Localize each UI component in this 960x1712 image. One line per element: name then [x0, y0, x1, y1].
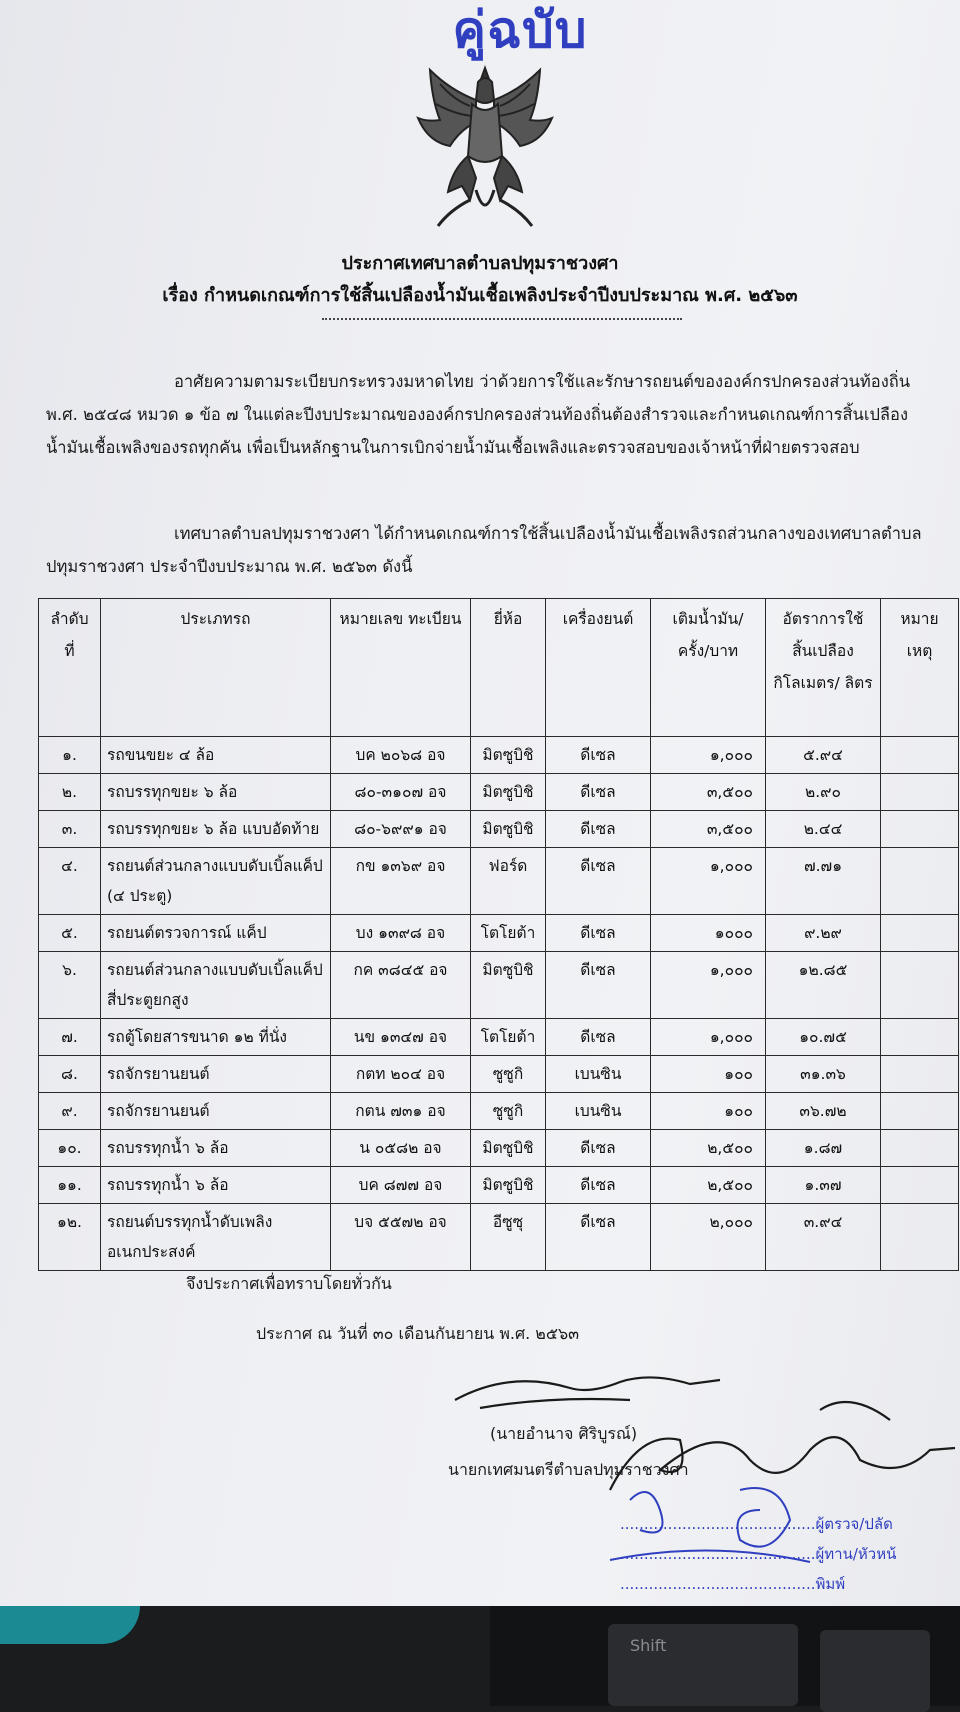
copy-stamp: คู่ฉบับ — [452, 1, 588, 59]
cell-rate: ๓๑.๓๖ — [766, 1056, 881, 1093]
cell-fill: ๑,๐๐๐ — [651, 1019, 766, 1056]
cell-fill: ๑,๐๐๐ — [651, 952, 766, 1019]
cell-type: รถบรรทุกขยะ ๖ ล้อ — [101, 774, 331, 811]
cell-fill: ๓,๕๐๐ — [651, 774, 766, 811]
paragraph-1 — [46, 365, 936, 464]
cell-brand: โตโยต้า — [471, 1019, 546, 1056]
cell-engine: ดีเซล — [546, 952, 651, 1019]
cell-fill: ๒,๕๐๐ — [651, 1130, 766, 1167]
fuel-table — [38, 598, 959, 1271]
cell-no: ๓. — [39, 811, 101, 848]
paragraph-1-text: อาศัยความตามระเบียบกระทรวงมหาดไทย ว่าด้วยการใช้และรักษารถยนต์ขององค์กรปกครองส่วนท้องถิ่น พ.ศ. ๒๕๔๘ หมวด ๑ ข้อ ๗ ในแต่ละปีงบประมาณขององค์กรปกครองส่วนท้องถิ่นต้องสำรวจและกำหนดเกณฑ์การสิ้นเปลืองน้ำมันเชื้อเพลิงของรถทุกคัน เพื่อเป็นหลักฐานในการเบิกจ่ายน้ำมันเชื้อเพลิงและตรวจสอบของเจ้าหน้าที่ฝ่ายตรวจสอบ — [46, 372, 911, 457]
cell-plate: บค ๒๐๖๘ อจ — [331, 737, 471, 774]
cell-plate: นข ๑๓๔๗ อจ — [331, 1019, 471, 1056]
cell-engine: เบนซิน — [546, 1056, 651, 1093]
desk-object — [0, 1606, 140, 1644]
cell-no: ๙. — [39, 1093, 101, 1130]
cell-no: ๘. — [39, 1056, 101, 1093]
cell-rate: ๗.๗๑ — [766, 848, 881, 915]
cell-note — [881, 737, 959, 774]
cell-fill: ๒,๐๐๐ — [651, 1204, 766, 1271]
cell-plate: ๘๐-๓๑๐๗ อจ — [331, 774, 471, 811]
signer-title: นายกเทศมนตรีตำบลปทุมราชวงศา — [448, 1460, 689, 1479]
garuda-emblem-icon — [410, 60, 560, 230]
cell-note — [881, 1204, 959, 1271]
cell-rate: ๑.๓๗ — [766, 1167, 881, 1204]
cell-fill: ๒,๕๐๐ — [651, 1167, 766, 1204]
cell-no: ๔. — [39, 848, 101, 915]
cell-engine: ดีเซล — [546, 737, 651, 774]
cell-note — [881, 915, 959, 952]
approval-line: .........................................ผู้ทาน/หัวหน้ — [620, 1545, 897, 1563]
cell-type: รถบรรทุกน้ำ ๖ ล้อ — [101, 1130, 331, 1167]
closing-text: จึงประกาศเพื่อทราบโดยทั่วกัน — [186, 1274, 392, 1293]
cell-fill: ๑๐๐ — [651, 1093, 766, 1130]
cell-no: ๕. — [39, 915, 101, 952]
cell-no: ๒. — [39, 774, 101, 811]
cell-rate: ๓.๙๔ — [766, 1204, 881, 1271]
cell-engine: ดีเซล — [546, 848, 651, 915]
approval-label: ผู้ทาน/หัวหน้ — [815, 1545, 897, 1563]
cell-rate: ๑๐.๗๕ — [766, 1019, 881, 1056]
cell-no: ๖. — [39, 952, 101, 1019]
header-fill: เติมน้ำมัน/ ครั้ง/บาท — [651, 599, 766, 737]
paragraph-2 — [46, 517, 946, 583]
cell-rate: ๑.๘๗ — [766, 1130, 881, 1167]
cell-engine: ดีเซล — [546, 1019, 651, 1056]
cell-brand: ฟอร์ด — [471, 848, 546, 915]
cell-plate: กค ๓๘๔๕ อจ — [331, 952, 471, 1019]
cell-brand: มิตซูบิชิ — [471, 811, 546, 848]
cell-engine: ดีเซล — [546, 1130, 651, 1167]
announcement-title: ประกาศเทศบาลตำบลปทุมราชวงศา — [341, 253, 619, 274]
table-row — [39, 811, 959, 848]
cell-brand: มิตซูบิชิ — [471, 952, 546, 1019]
cell-note — [881, 1130, 959, 1167]
cell-rate: ๒.๔๔ — [766, 811, 881, 848]
dotted-divider — [322, 318, 682, 320]
cell-plate: บจ ๕๕๗๒ อจ — [331, 1204, 471, 1271]
cell-type: รถตู้โดยสารขนาด ๑๒ ที่นั่ง — [101, 1019, 331, 1056]
cell-type: รถยนต์ส่วนกลางแบบดับเบิ้ลแค็ป สี่ประตูยกสูง — [101, 952, 331, 1019]
cell-fill: ๑๐๐๐ — [651, 915, 766, 952]
cell-engine: ดีเซล — [546, 915, 651, 952]
cell-type: รถจักรยานยนต์ — [101, 1093, 331, 1130]
cell-type: รถจักรยานยนต์ — [101, 1056, 331, 1093]
cell-note — [881, 848, 959, 915]
cell-brand: ซูซูกิ — [471, 1093, 546, 1130]
cell-no: ๑๐. — [39, 1130, 101, 1167]
cell-rate: ๑๒.๘๕ — [766, 952, 881, 1019]
cell-note — [881, 1019, 959, 1056]
header-engine: เครื่องยนต์ — [546, 599, 651, 737]
cell-fill: ๑๐๐ — [651, 1056, 766, 1093]
cell-no: ๑๑. — [39, 1167, 101, 1204]
header-plate: หมายเลข ทะเบียน — [331, 599, 471, 737]
cell-plate: บง ๑๓๙๘ อจ — [331, 915, 471, 952]
cell-note — [881, 1093, 959, 1130]
header-rate: อัตราการใช้ สิ้นเปลือง กิโลเมตร/ ลิตร — [766, 599, 881, 737]
cell-brand: มิตซูบิชิ — [471, 1130, 546, 1167]
cell-engine: ดีเซล — [546, 774, 651, 811]
cell-note — [881, 952, 959, 1019]
cell-type: รถยนต์ตรวจการณ์ แค็ป — [101, 915, 331, 952]
cell-no: ๑๒. — [39, 1204, 101, 1271]
cell-no: ๑. — [39, 737, 101, 774]
cell-plate: กตน ๗๓๑ อจ — [331, 1093, 471, 1130]
cell-no: ๗. — [39, 1019, 101, 1056]
cell-note — [881, 811, 959, 848]
cell-rate: ๕.๙๔ — [766, 737, 881, 774]
table-row — [39, 737, 959, 774]
table-row — [39, 848, 959, 915]
cell-plate: ๘๐-๖๙๙๑ อจ — [331, 811, 471, 848]
cell-engine: ดีเซล — [546, 1167, 651, 1204]
approval-line: .........................................พิมพ์ — [620, 1575, 846, 1593]
cell-plate: น ๐๕๘๒ อจ — [331, 1130, 471, 1167]
z-key — [820, 1630, 930, 1712]
header-brand: ยี่ห้อ — [471, 599, 546, 737]
table-row — [39, 1167, 959, 1204]
cell-type: รถบรรทุกขยะ ๖ ล้อ แบบอัดท้าย — [101, 811, 331, 848]
cell-fill: ๓,๕๐๐ — [651, 811, 766, 848]
cell-type: รถขนขยะ ๔ ล้อ — [101, 737, 331, 774]
table-row — [39, 774, 959, 811]
cell-fill: ๑,๐๐๐ — [651, 848, 766, 915]
cell-type: รถยนต์ส่วนกลางแบบดับเบิ้ลแค็ป (๔ ประตู) — [101, 848, 331, 915]
cell-engine: ดีเซล — [546, 811, 651, 848]
header-note: หมาย เหตุ — [881, 599, 959, 737]
header-no: ลำดับ ที่ — [39, 599, 101, 737]
table-row — [39, 1130, 959, 1167]
signer-name: (นายอำนาจ ศิริบูรณ์) — [490, 1424, 638, 1443]
cell-type: รถยนต์บรรทุกน้ำดับเพลิงอเนกประสงค์ — [101, 1204, 331, 1271]
cell-brand: ซูซูกิ — [471, 1056, 546, 1093]
table-row — [39, 915, 959, 952]
cell-plate: บค ๘๗๗ อจ — [331, 1167, 471, 1204]
approval-line: .........................................ผู้ตรวจ/ปลัด — [620, 1515, 893, 1533]
table-row — [39, 1093, 959, 1130]
paragraph-2-text: เทศบาลตำบลปทุมราชวงศา ได้กำหนดเกณฑ์การใช้สิ้นเปลืองน้ำมันเชื้อเพลิงรถส่วนกลางของเทศบาลตำบลปทุมราชวงศา ประจำปีงบประมาณ พ.ศ. ๒๕๖๓ ดังนี้ — [46, 524, 922, 576]
cell-engine: เบนซิน — [546, 1093, 651, 1130]
announcement-subject: เรื่อง กำหนดเกณฑ์การใช้สิ้นเปลืองน้ำมันเชื้อเพลิงประจำปีงบประมาณ พ.ศ. ๒๕๖๓ — [162, 285, 798, 306]
cell-fill: ๑,๐๐๐ — [651, 737, 766, 774]
announcement-date: ประกาศ ณ วันที่ ๓๐ เดือนกันยายน พ.ศ. ๒๕๖๓ — [256, 1324, 580, 1343]
cell-note — [881, 1167, 959, 1204]
cell-brand: มิตซูบิชิ — [471, 774, 546, 811]
table-row — [39, 1056, 959, 1093]
table-row — [39, 952, 959, 1019]
table-row — [39, 1019, 959, 1056]
cell-rate: ๒.๙๐ — [766, 774, 881, 811]
shift-key-label: Shift — [630, 1636, 667, 1655]
cell-rate: ๙.๒๙ — [766, 915, 881, 952]
approval-label: ผู้ตรวจ/ปลัด — [815, 1515, 893, 1533]
table-header-row — [39, 599, 959, 737]
cell-engine: ดีเซล — [546, 1204, 651, 1271]
cell-brand: อีซูซุ — [471, 1204, 546, 1271]
cell-brand: มิตซูบิชิ — [471, 737, 546, 774]
approval-label: พิมพ์ — [815, 1575, 846, 1593]
cell-type: รถบรรทุกน้ำ ๖ ล้อ — [101, 1167, 331, 1204]
cell-rate: ๓๖.๗๒ — [766, 1093, 881, 1130]
cell-plate: กตท ๒๐๔ อจ — [331, 1056, 471, 1093]
cell-brand: มิตซูบิชิ — [471, 1167, 546, 1204]
header-type: ประเภทรถ — [101, 599, 331, 737]
cell-note — [881, 1056, 959, 1093]
keyboard — [490, 1606, 960, 1706]
table-row — [39, 1204, 959, 1271]
cell-note — [881, 774, 959, 811]
cell-brand: โตโยต้า — [471, 915, 546, 952]
cell-plate: กข ๑๓๖๙ อจ — [331, 848, 471, 915]
